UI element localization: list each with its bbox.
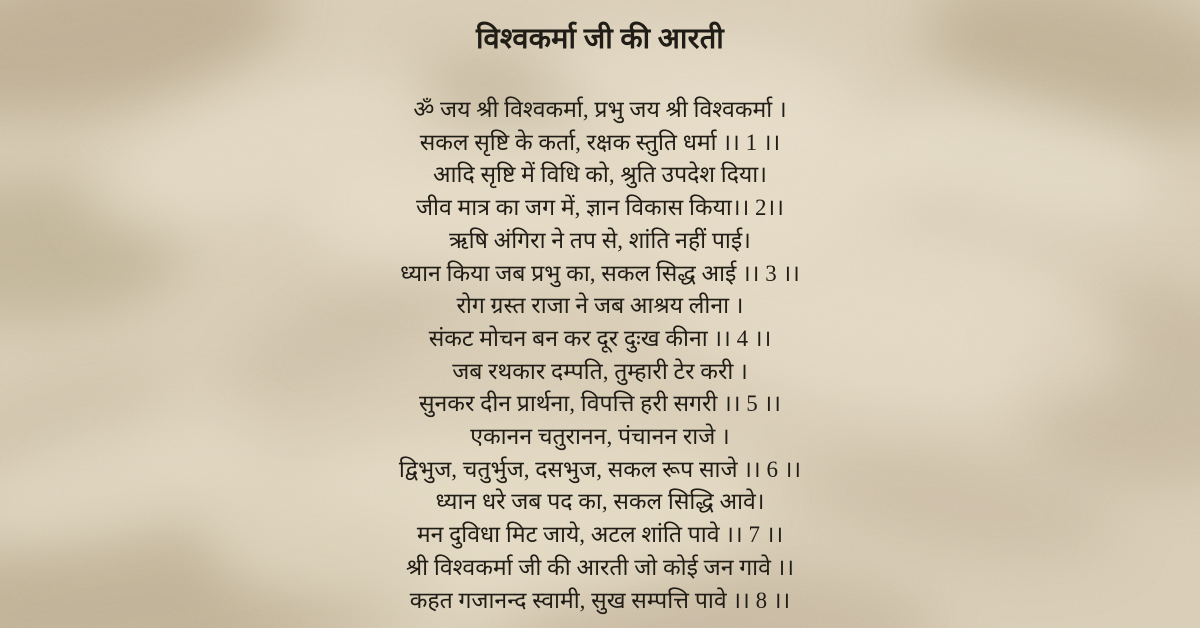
verse-line: ॐ जय श्री विश्वकर्मा, प्रभु जय श्री विश्वकर्मा । <box>413 97 787 122</box>
aarti-title: विश्वकर्मा जी की आरती <box>476 23 724 55</box>
verse-line: एकानन चतुरानन, पंचानन राजे । <box>470 424 730 450</box>
verse-line: जीव मात्र का जग में, ज्ञान विकास किया।। 2।। <box>415 195 784 221</box>
verse-line: सकल सृष्टि के कर्ता, रक्षक स्तुति धर्मा ।। 1 ।। <box>419 129 781 155</box>
verse-line: सुनकर दीन प्रार्थना, विपत्ति हरी सगरी ।। 5 ।। <box>418 391 781 417</box>
verse-line: श्री विश्वकर्मा जी की आरती जो कोई जन गावे ।। <box>405 554 795 580</box>
aarti-verses <box>399 94 801 617</box>
verse-line: जब रथकार दम्पति, तुम्हारी टेर करी । <box>452 358 748 384</box>
verse-line: ध्यान धरे जब पद का, सकल सिद्धि आवे। <box>435 489 765 515</box>
verse-line: मन दुविधा मिट जाये, अटल शांति पावे ।। 7 ।। <box>416 522 784 548</box>
verse-line: संकट मोचन बन कर दूर दुःख कीना ।। 4 ।। <box>428 325 772 351</box>
verse-line: आदि सृष्टि में विधि को, श्रुति उपदेश दिया। <box>433 162 767 188</box>
verse-line: कहत गजानन्द स्वामी, सुख सम्पत्ति पावे ।। 8 ।। <box>409 587 791 613</box>
verse-line: रोग ग्रस्त राजा ने जब आश्रय लीना । <box>456 293 744 319</box>
verse-line: ध्यान किया जब प्रभु का, सकल सिद्ध आई ।। 3 ।। <box>400 260 800 286</box>
verse-line: ऋषि अंगिरा ने तप से, शांति नहीं पाई। <box>449 227 751 253</box>
verse-line: द्विभुज, चतुर्भुज, दसभुज, सकल रूप साजे ।। 6 ।। <box>398 456 802 482</box>
